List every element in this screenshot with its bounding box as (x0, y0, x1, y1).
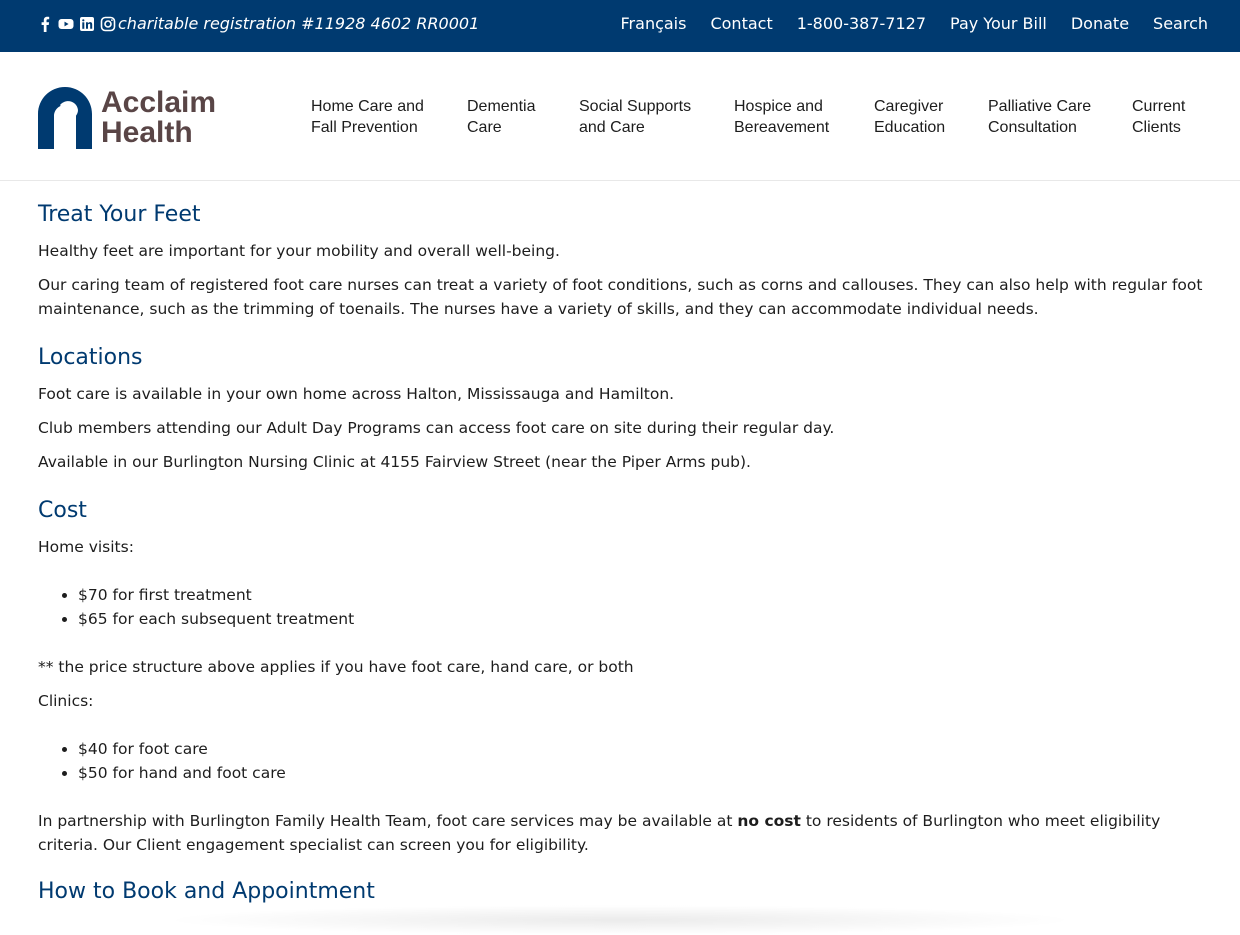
nav-label-line2: Clients (1132, 119, 1181, 136)
contact-link[interactable]: Contact (710, 14, 773, 33)
nav-hospice[interactable] (734, 96, 829, 138)
nav-label-line1: Caregiver (874, 98, 944, 115)
clinics-label: Clinics: (38, 692, 94, 710)
facebook-icon[interactable] (37, 16, 53, 32)
nav-label-line1: Home Care and (311, 98, 424, 115)
nav-label-line1: Current (1132, 98, 1186, 115)
locations-home: Foot care is available in your own home across Halton, Mississauga and Hamilton. (38, 385, 675, 403)
nav-current-clients[interactable] (1132, 96, 1185, 138)
locations-club: Club members attending our Adult Day Programs can access foot care on site during their regular day. (38, 419, 835, 437)
utility-links (621, 14, 1208, 34)
nav-label-line2: Fall Prevention (311, 119, 418, 136)
nav-label-line2: Consultation (988, 119, 1077, 136)
top-utility-bar (0, 0, 1240, 52)
list-item: • $50 for hand and foot care (78, 761, 1240, 785)
list-item: • $40 for foot care (78, 737, 1240, 761)
locations-heading: Locations (38, 345, 143, 370)
brand-name-line2: Health (101, 116, 193, 149)
nav-label-line1: Social Supports (579, 98, 692, 115)
site-header (0, 52, 1240, 181)
cost-heading: Cost (38, 498, 87, 523)
treat-intro: Healthy feet are important for your mobility and overall well-being. (38, 242, 560, 260)
nav-label-line2: Education (874, 119, 946, 136)
no-cost-emphasis: no cost (737, 812, 801, 830)
french-language-link[interactable]: Français (620, 14, 687, 33)
charitable-registration: charitable registration #11928 4602 RR0001 (118, 14, 480, 33)
list-item: • $65 for each subsequent treatment (78, 607, 1240, 631)
social-links (37, 16, 116, 32)
nav-label-line1: Hospice and (734, 98, 823, 115)
partnership-text-start: In partnership with Burlington Family Health Team, foot care services may be available at (38, 812, 738, 830)
nav-social-supports[interactable] (579, 96, 691, 138)
youtube-icon[interactable] (58, 16, 74, 32)
main-navigation (0, 96, 1240, 140)
clinic-prices (38, 737, 1240, 785)
nav-home-care[interactable] (311, 96, 424, 138)
list-item: • $70 for first treatment (78, 583, 1240, 607)
treat-heading: Treat Your Feet (38, 202, 201, 227)
home-visit-prices (38, 583, 1240, 631)
pay-bill-link[interactable]: Pay Your Bill (950, 14, 1047, 33)
bottom-shadow (160, 905, 1080, 935)
booking-heading: How to Book and Appointment (38, 879, 375, 904)
search-link[interactable]: Search (1153, 14, 1208, 33)
nav-palliative-care[interactable] (988, 96, 1091, 138)
nav-label-line2: and Care (579, 119, 645, 136)
linkedin-icon[interactable] (79, 16, 95, 32)
donate-link[interactable]: Donate (1070, 14, 1130, 33)
nav-label-line2: Care (467, 119, 502, 136)
partnership-text-end: to residents of Burlington who meet eligibility criteria. Our Client engagement specialist can screen you for eligibility. (38, 812, 1161, 854)
price-note: ** the price structure above applies if you have foot care, hand care, or both (38, 658, 634, 676)
locations-clinic: Available in our Burlington Nursing Clinic at 4155 Fairview Street (near the Piper Arms pub). (38, 453, 751, 471)
treat-description: Our caring team of registered foot care nurses can treat a variety of foot conditions, such as corns and callouses. They can also help with regular foot maintenance, such as the trimming of toenails. The nurses have a variety of skills, and they can accommodate individual needs. (38, 276, 1203, 318)
nav-dementia-care[interactable] (467, 96, 535, 138)
instagram-icon[interactable] (100, 16, 116, 32)
brand-name-line1: Acclaim (101, 86, 217, 119)
nav-label-line1: Palliative Care (988, 98, 1092, 115)
nav-label-line1: Dementia (467, 98, 536, 115)
nav-caregiver-education[interactable] (874, 96, 945, 138)
nav-label-line2: Bereavement (734, 119, 830, 136)
partnership-paragraph (38, 809, 1208, 857)
phone-link[interactable]: 1-800-387-7127 (796, 14, 927, 33)
home-visits-label: Home visits: (38, 538, 134, 556)
